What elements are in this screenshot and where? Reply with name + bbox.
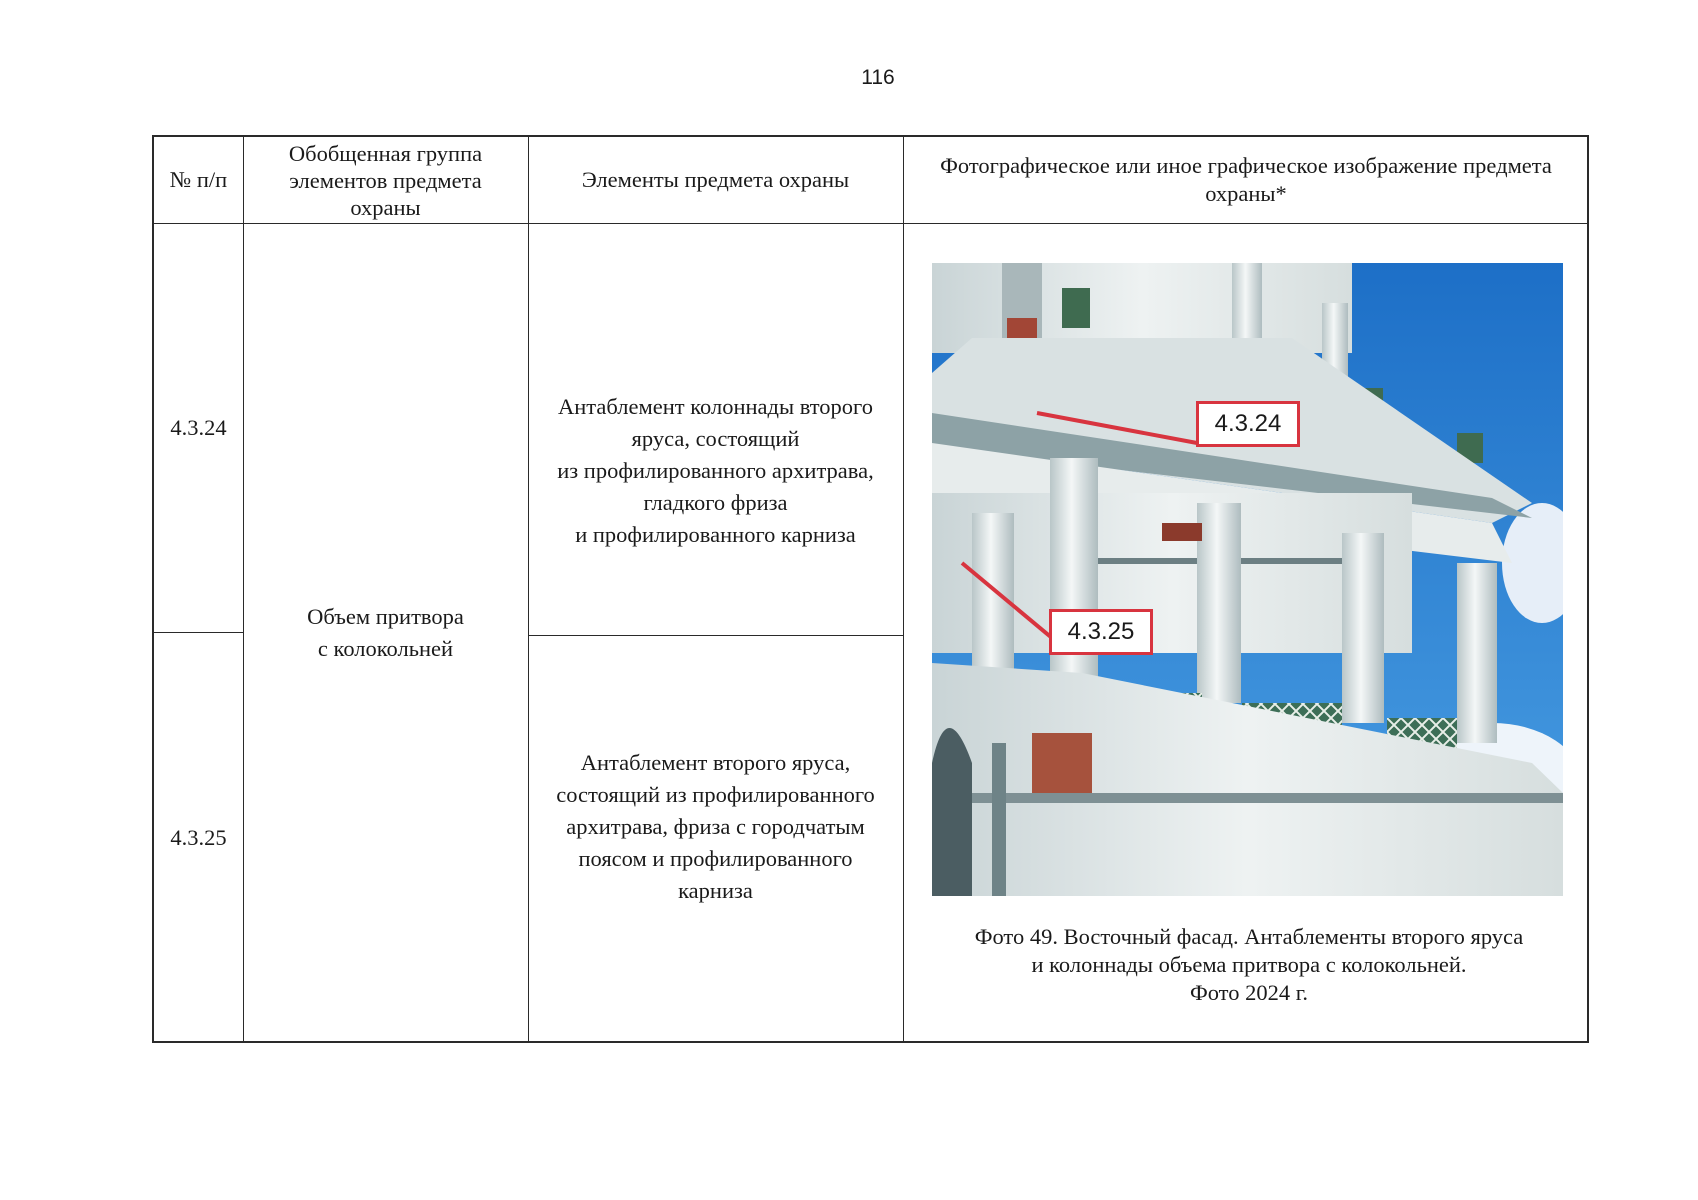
callout-label: 4.3.24 bbox=[1214, 410, 1282, 437]
element-description bbox=[528, 343, 903, 599]
element-line: Антаблемент второго яруса, bbox=[580, 750, 851, 775]
element-line: карниза bbox=[678, 878, 753, 903]
callout-4-3-25 bbox=[1049, 609, 1153, 655]
row-number bbox=[154, 223, 243, 632]
header-image bbox=[903, 137, 1589, 223]
callout-label: 4.3.25 bbox=[1067, 618, 1135, 645]
facade-photo bbox=[932, 263, 1563, 896]
callout-4-3-24 bbox=[1196, 401, 1300, 447]
header-elements bbox=[528, 137, 903, 223]
column-divider bbox=[903, 137, 904, 1041]
header-group-line: элементов предмета bbox=[289, 167, 482, 193]
header-elements-label: Элементы предмета охраны bbox=[581, 167, 850, 192]
header-image-line: охраны* bbox=[1205, 181, 1287, 206]
caption-line: и колоннады объема притвора с колокольней. bbox=[1031, 952, 1467, 977]
header-group-line: охраны bbox=[350, 194, 421, 220]
element-line: архитрава, фриза с городчатым bbox=[566, 814, 865, 839]
row-divider bbox=[528, 635, 903, 636]
group-cell bbox=[243, 223, 528, 1043]
row-number bbox=[154, 632, 243, 1043]
element-line: состоящий из профилированного bbox=[556, 782, 875, 807]
element-line: из профилированного архитрава, bbox=[557, 458, 874, 483]
element-line: и профилированного карниза bbox=[575, 522, 856, 547]
group-line: Объем притвора bbox=[307, 604, 464, 629]
header-image-line: Фотографическое или иное графическое изображение предмета bbox=[940, 153, 1552, 178]
element-line: поясом и профилированного bbox=[578, 846, 853, 871]
row-number-label: 4.3.24 bbox=[170, 414, 227, 440]
header-num-label: № п/п bbox=[169, 167, 228, 192]
header-group-line: Обобщенная группа bbox=[288, 140, 483, 166]
protection-table bbox=[152, 135, 1589, 1043]
photo-caption bbox=[914, 923, 1584, 1007]
element-line: Антаблемент колоннады второго bbox=[558, 394, 873, 419]
row-number-label: 4.3.25 bbox=[170, 824, 227, 850]
group-line: с колокольней bbox=[317, 636, 454, 661]
header-group bbox=[243, 137, 528, 223]
element-line: яруса, состоящий bbox=[631, 426, 800, 451]
element-line: гладкого фриза bbox=[643, 490, 788, 515]
header-num bbox=[154, 137, 243, 223]
element-description bbox=[528, 747, 903, 907]
facade-photo-image bbox=[932, 263, 1563, 896]
caption-line: Фото 2024 г. bbox=[1189, 980, 1309, 1005]
page-number: 116 bbox=[861, 66, 895, 89]
caption-line: Фото 49. Восточный фасад. Антаблементы второго яруса bbox=[974, 924, 1524, 949]
